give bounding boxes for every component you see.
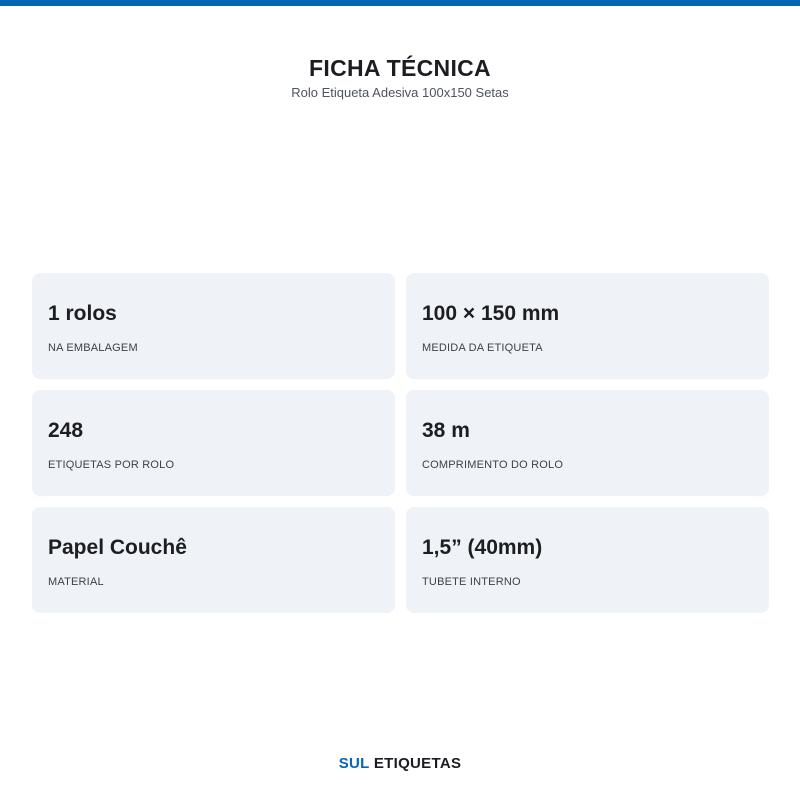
spec-label: MEDIDA DA ETIQUETA xyxy=(422,342,543,354)
brand-footer xyxy=(0,754,800,774)
spec-label: COMPRIMENTO DO ROLO xyxy=(422,459,564,471)
brand-name-main: ETIQUETAS xyxy=(373,755,462,772)
spec-value: 1 rolos xyxy=(48,302,117,325)
spec-card-package-quantity xyxy=(32,273,395,379)
spec-card-labels-per-roll xyxy=(32,390,395,496)
brand-name-accent: SUL xyxy=(338,755,370,772)
spec-value: 38 m xyxy=(422,419,470,442)
top-accent-bar xyxy=(0,0,800,6)
spec-label: MATERIAL xyxy=(48,576,104,588)
spec-label: ETIQUETAS POR ROLO xyxy=(48,459,175,471)
spec-card-material xyxy=(32,507,395,613)
spec-value: 1,5” (40mm) xyxy=(422,536,543,559)
page-subtitle: Rolo Etiqueta Adesiva 100x150 Setas xyxy=(291,85,509,100)
spec-grid xyxy=(32,273,769,613)
page-header xyxy=(0,54,800,102)
spec-value: 248 xyxy=(48,419,84,442)
page-title: FICHA TÉCNICA xyxy=(309,55,491,81)
spec-value: Papel Couchê xyxy=(48,536,187,559)
spec-value: 100 × 150 mm xyxy=(422,302,560,325)
spec-label: NA EMBALAGEM xyxy=(48,342,138,354)
spec-card-inner-core xyxy=(406,507,769,613)
spec-card-label-size xyxy=(406,273,769,379)
spec-label: TUBETE INTERNO xyxy=(422,576,521,588)
spec-card-roll-length xyxy=(406,390,769,496)
